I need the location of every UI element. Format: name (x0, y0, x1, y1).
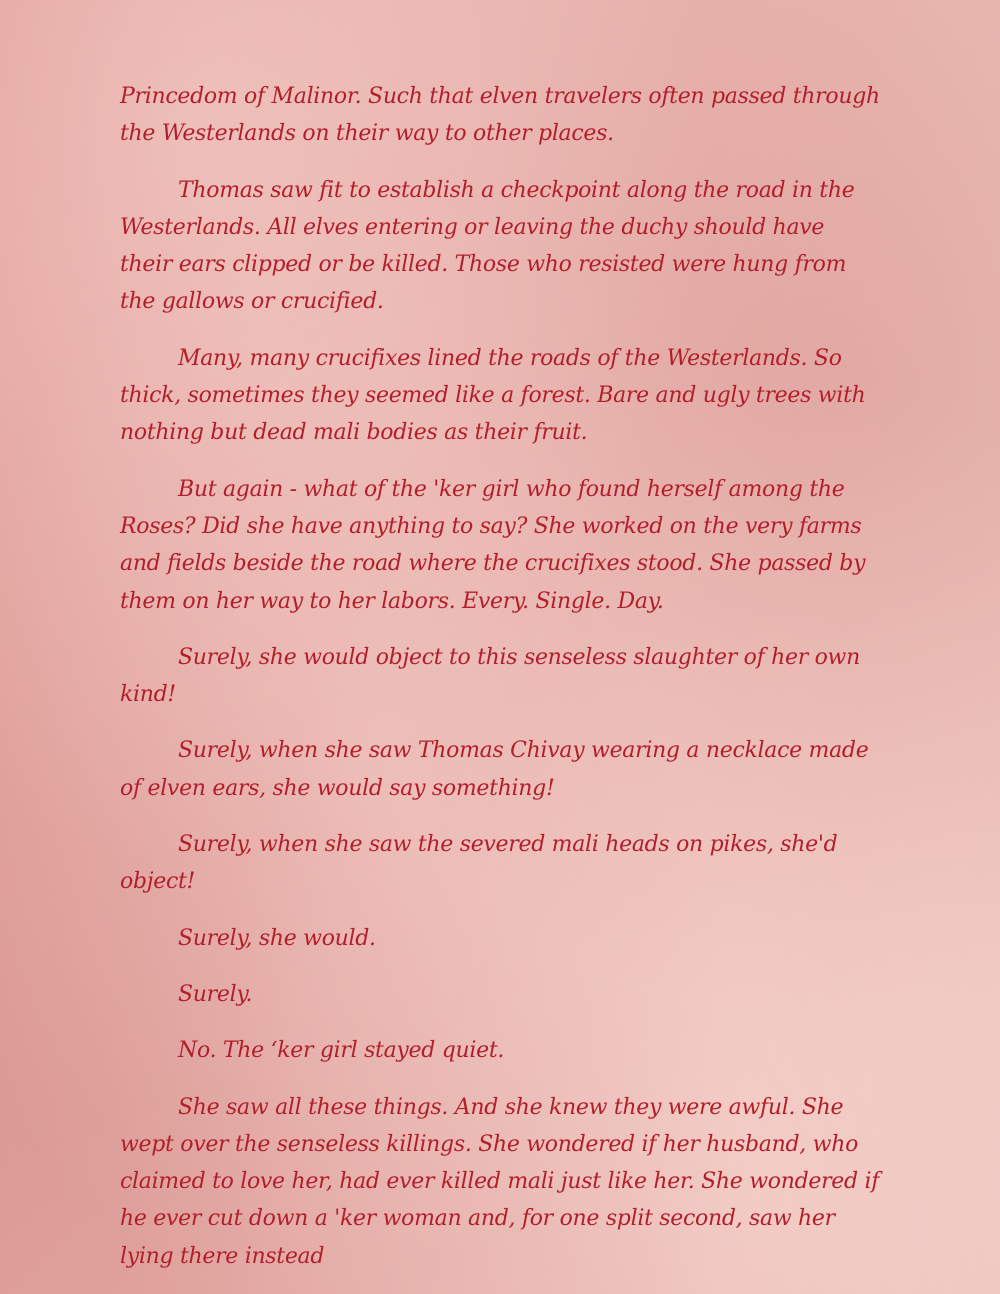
paragraph-7: Surely, when she saw the severed mali heads on pikes, she'd object! (120, 832, 838, 895)
paragraph-5: Surely, she would object to this senseless slaughter of her own kind! (120, 644, 860, 708)
document-body (120, 78, 880, 1294)
paragraph-1: Princedom of Malinor. Such that elven travelers often passed through the Westerlands on their way to other places. (120, 84, 880, 147)
paragraph-11: She saw all these things. And she knew they were awful. She wept over the senseless killings. She wondered if her husband, who claimed to love her, had ever killed mali just like her. She wondered if he ever cut down a 'ker woman and, for one split second, saw her lying there instead (120, 1094, 880, 1269)
paragraph-6: Surely, when she saw Thomas Chivay wearing a necklace made of elven ears, she would say something! (120, 738, 869, 801)
paragraph-2: Thomas saw fit to establish a checkpoint along the road in the Westerlands. All elves entering or leaving the duchy should have their ears clipped or be killed. Those who resisted were hung from the gallows or crucified. (120, 177, 855, 315)
paragraph-3: Many, many crucifixes lined the roads of the Westerlands. So thick, sometimes they seemed like a forest. Bare and ugly trees with nothing but dead mali bodies as their fruit. (120, 345, 866, 446)
paragraph-4: But again - what of the 'ker girl who found herself among the Roses? Did she have anything to say? She worked on the very farms and fields beside the road where the crucifixes stood. She passed by them on her way to her labors. Every. Single. Day. (120, 476, 866, 614)
paragraph-9: Surely. (178, 981, 253, 1007)
paragraph-8: Surely, she would. (178, 925, 376, 951)
paragraph-10: No. The ‘ker girl stayed quiet. (178, 1038, 505, 1064)
